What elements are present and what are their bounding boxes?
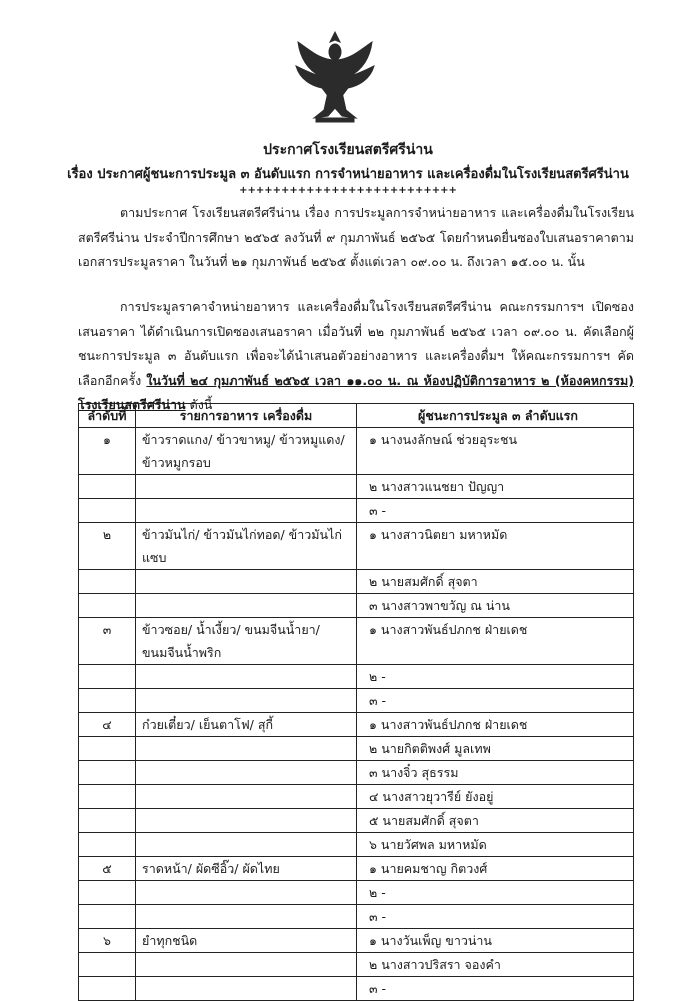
- cell-order: [79, 785, 136, 809]
- cell-winner: ๑ นางสาวพันธ์ปภกช ฝ่ายเดช: [357, 618, 634, 665]
- cell-order: [79, 953, 136, 977]
- table-header-row: [79, 404, 634, 428]
- table-row: [79, 761, 634, 785]
- cell-order: [79, 881, 136, 905]
- table-row: [79, 953, 634, 977]
- cell-order: [79, 977, 136, 1001]
- table-row: [79, 833, 634, 857]
- cell-winner: ๓ -: [357, 977, 634, 1001]
- cell-winner: ๓ -: [357, 905, 634, 929]
- paragraph-2-emphasis: ในวันที่ ๒๔ กุมภาพันธ์ ๒๕๖๕ เวลา ๑๑.๐๐ น. ณ ห้องปฏิบัติการอาหาร ๒ (ห้องคหกรรม) โรงเรียนสตรีศรีน่าน: [78, 372, 634, 412]
- header-item: รายการอาหาร เครื่องดื่ม: [136, 404, 357, 428]
- table-row: [79, 857, 634, 881]
- separator-line: ++++++++++++++++++++++++++: [239, 185, 457, 196]
- cell-item: [136, 475, 357, 499]
- table-row: [79, 475, 634, 499]
- cell-winner: ๑ นายคมชาญ กิตวงศ์: [357, 857, 634, 881]
- cell-order: [79, 475, 136, 499]
- cell-item: ข้าวราดแกง/ ข้าวขาหมู/ ข้าวหมูแดง/ ข้าวหมูกรอบ: [136, 428, 357, 475]
- cell-order: ๕: [79, 857, 136, 881]
- cell-order: [79, 761, 136, 785]
- header-order: ลำดับที่: [79, 404, 136, 428]
- table-row: [79, 523, 634, 570]
- cell-item: [136, 833, 357, 857]
- cell-order: ๓: [79, 618, 136, 665]
- table-row: [79, 618, 634, 665]
- cell-item: [136, 785, 357, 809]
- cell-winner: ๒ นางสาวแนชยา ปัญญา: [357, 475, 634, 499]
- table-row: [79, 665, 634, 689]
- cell-order: [79, 833, 136, 857]
- cell-item: [136, 570, 357, 594]
- garuda-emblem-icon: [290, 30, 380, 126]
- table-row: [79, 499, 634, 523]
- cell-item: [136, 953, 357, 977]
- table-row: [79, 689, 634, 713]
- cell-item: [136, 499, 357, 523]
- cell-order: [79, 570, 136, 594]
- paragraph-2-tail: ดังนี้: [185, 397, 213, 412]
- cell-item: [136, 594, 357, 618]
- cell-item: ยำทุกชนิด: [136, 929, 357, 953]
- table-row: [79, 428, 634, 475]
- cell-order: ๖: [79, 929, 136, 953]
- cell-order: ๑: [79, 428, 136, 475]
- cell-winner: ๑ นางนงลักษณ์ ช่วยอุระชน: [357, 428, 634, 475]
- cell-winner: ๑ นางวันเพ็ญ ขาวน่าน: [357, 929, 634, 953]
- paragraph-2-text: การประมูลราคาจำหน่ายอาหาร และเครื่องดื่มในโรงเรียนสตรีศรีน่าน คณะกรรมการฯ เปิดซองเสนอราคา ได้ดำเนินการเปิดซองเสนอราคา เมื่อวันที่ ๒๒ กุมภาพันธ์ ๒๕๖๕ เวลา ๐๙.๐๐ น. คัดเลือกผู้ชนะการประมูล ๓ อันดับแรก เพื่อจะได้นำเสนอตัวอย่างอาหาร และเครื่องดื่มฯ ให้คณะกรรมการฯ คัดเลือกอีกครั้ง: [78, 299, 634, 388]
- table-row: [79, 905, 634, 929]
- cell-item: ข้าวซอย/ น้ำเงี้ยว/ ขนมจีนน้ำยา/ ขนมจีนน้ำพริก: [136, 618, 357, 665]
- cell-winner: ๒ -: [357, 881, 634, 905]
- cell-winner: ๑ นางสาวพันธ์ปภกช ฝ่ายเดช: [357, 713, 634, 737]
- table-row: [79, 977, 634, 1001]
- table-row: [79, 929, 634, 953]
- cell-item: ข้าวมันไก่/ ข้าวมันไก่ทอด/ ข้าวมันไก่แซบ: [136, 523, 357, 570]
- cell-winner: ๕ นายสมศักดิ์ สุจตา: [357, 809, 634, 833]
- cell-winner: ๖ นายวัศพล มหาหมัด: [357, 833, 634, 857]
- table-row: [79, 570, 634, 594]
- cell-order: [79, 665, 136, 689]
- table-row: [79, 809, 634, 833]
- cell-order: [79, 737, 136, 761]
- cell-item: [136, 665, 357, 689]
- cell-winner: ๔ นางสาวยุวารีย์ ยังอยู่: [357, 785, 634, 809]
- table-row: [79, 713, 634, 737]
- cell-item: ก๋วยเตี๋ยว/ เย็นตาโฟ/ สุกี้: [136, 713, 357, 737]
- table-row: [79, 737, 634, 761]
- cell-order: [79, 499, 136, 523]
- cell-order: [79, 905, 136, 929]
- table-row: [79, 881, 634, 905]
- cell-order: ๒: [79, 523, 136, 570]
- cell-item: ราดหน้า/ ผัดซีอิ๊ว/ ผัดไทย: [136, 857, 357, 881]
- page-title: ประกาศโรงเรียนสตรีศรีน่าน: [263, 142, 433, 158]
- cell-winner: ๑ นางสาวนิตยา มหาหมัด: [357, 523, 634, 570]
- winners-table: [78, 403, 634, 1001]
- cell-item: [136, 737, 357, 761]
- cell-winner: ๒ -: [357, 665, 634, 689]
- cell-order: [79, 594, 136, 618]
- cell-winner: ๓ นางจิ๋ว สุธรรม: [357, 761, 634, 785]
- cell-winner: ๓ -: [357, 499, 634, 523]
- paragraph-2: [78, 295, 634, 418]
- table-row: [79, 594, 634, 618]
- cell-order: ๔: [79, 713, 136, 737]
- cell-item: [136, 905, 357, 929]
- cell-winner: ๒ นายกิตติพงศ์ มูลเทพ: [357, 737, 634, 761]
- cell-item: [136, 977, 357, 1001]
- cell-order: [79, 809, 136, 833]
- cell-item: [136, 809, 357, 833]
- cell-winner: ๒ นายสมศักดิ์ สุจตา: [357, 570, 634, 594]
- cell-item: [136, 881, 357, 905]
- paragraph-1: ตามประกาศ โรงเรียนสตรีศรีน่าน เรื่อง การประมูลการจำหน่ายอาหาร และเครื่องดื่มในโรงเรียนสตรีศรีน่าน ประจำปีการศึกษา ๒๕๖๕ ลงวันที่ ๙ กุมภาพันธ์ ๒๕๖๕ โดยกำหนดยื่นซองใบเสนอราคาตามเอกสารประมูลราคา ในวันที่ ๒๑ กุมภาพันธ์ ๒๕๖๕ ตั้งแต่เวลา ๐๙.๐๐ น. ถึงเวลา ๑๕.๐๐ น. นั้น: [78, 205, 634, 269]
- cell-winner: ๓ นางสาวพาขวัญ ณ น่าน: [357, 594, 634, 618]
- cell-item: [136, 761, 357, 785]
- cell-winner: ๓ -: [357, 689, 634, 713]
- table-row: [79, 785, 634, 809]
- cell-winner: ๒ นางสาวปริสรา จองคำ: [357, 953, 634, 977]
- announcement-subject: เรื่อง ประกาศผู้ชนะการประมูล ๓ อันดับแรก การจำหน่ายอาหาร และเครื่องดื่มในโรงเรียนสตรีศรีน่าน: [67, 167, 629, 182]
- header-winners: ผู้ชนะการประมูล ๓ ลำดับแรก: [357, 404, 634, 428]
- cell-order: [79, 689, 136, 713]
- cell-item: [136, 689, 357, 713]
